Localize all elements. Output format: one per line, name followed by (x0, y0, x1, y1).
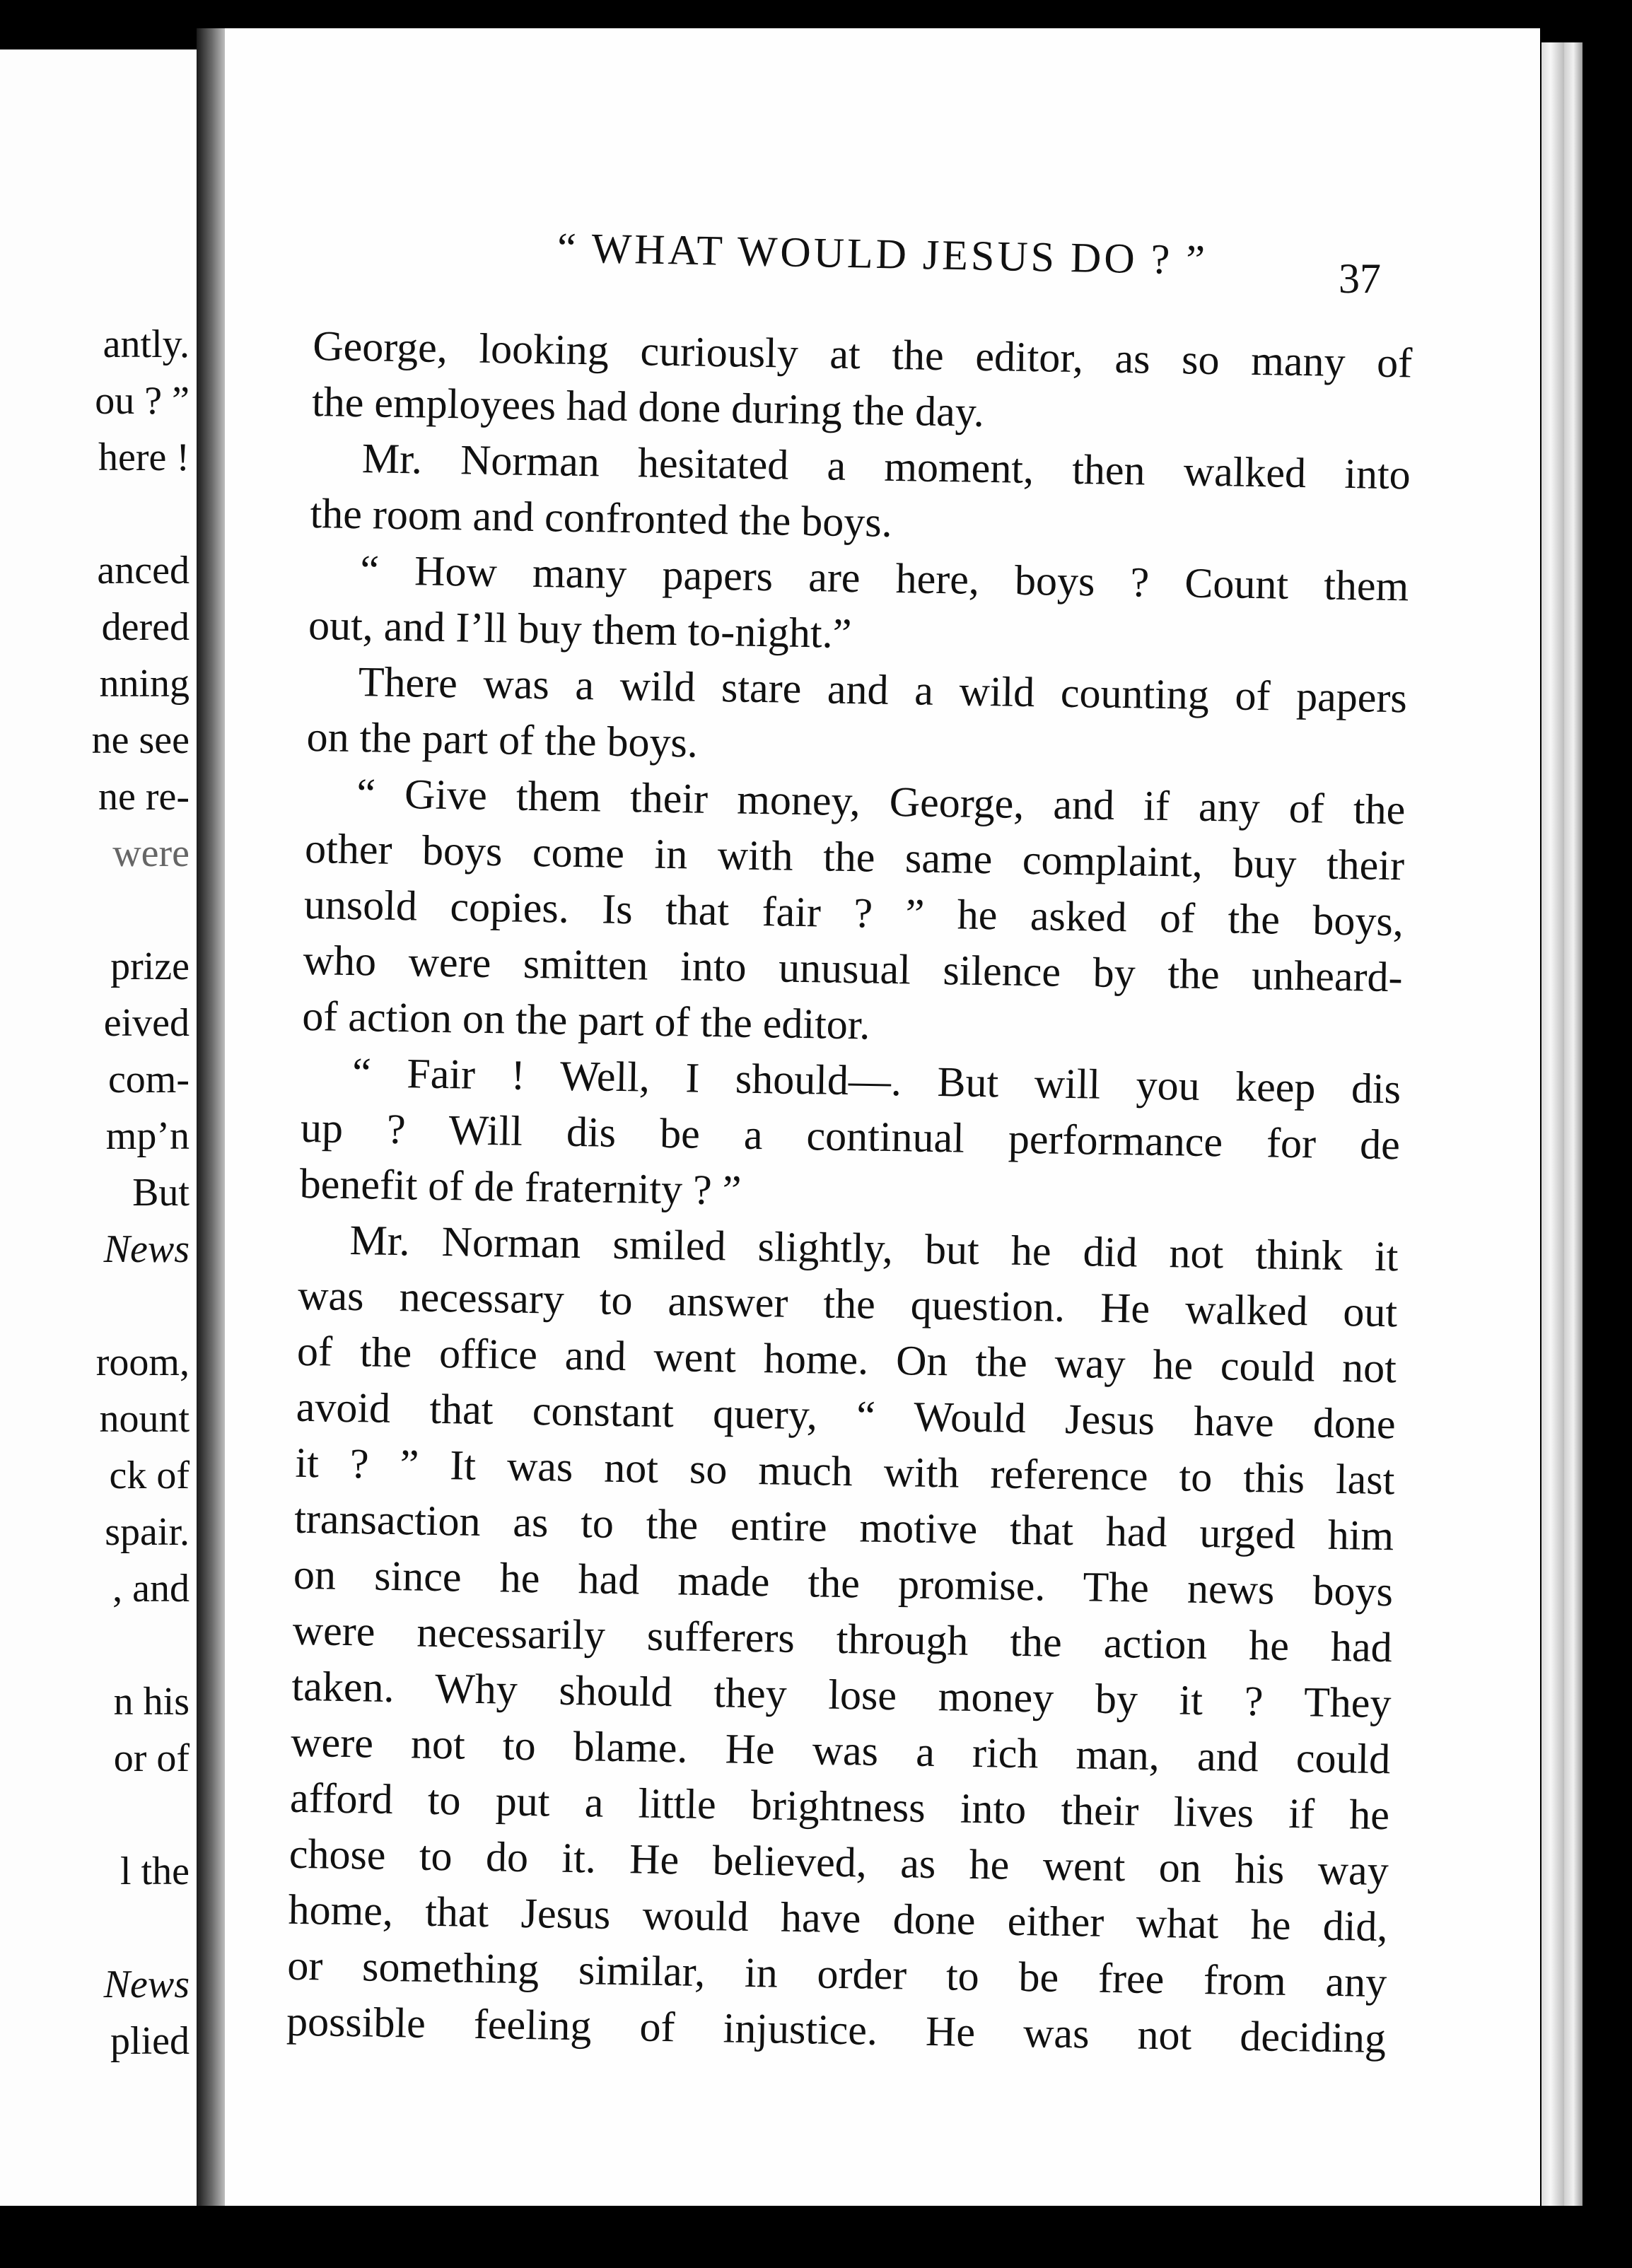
text-line: “ Give them their money, George, and if any of the (356, 770, 1406, 834)
text-line: up ? Will dis be a continual performance for de (300, 1104, 1401, 1169)
left-line: prize (110, 945, 190, 988)
body-text (286, 318, 1413, 2067)
text-line: out, and I’ll buy them to-night.” (308, 601, 852, 657)
text-line: of the office and went home. On the way he could not (296, 1327, 1397, 1392)
text-line: or something similar, in order to be free from any (286, 1941, 1387, 2006)
text-line: “ How many papers are here, boys ? Count them (359, 546, 1409, 610)
left-line: here ! (98, 436, 190, 479)
left-line: ne see (91, 718, 190, 762)
left-line: mp’n (105, 1114, 190, 1158)
left-line: or of (113, 1736, 190, 1780)
text-line: Mr. Norman hesitated a moment, then walked into (361, 435, 1411, 498)
right-page (225, 28, 1540, 2206)
text-line: taken. Why should they lose money by it ? They (291, 1662, 1392, 1727)
left-line: nount (99, 1397, 190, 1441)
left-line: ou ? ” (95, 379, 190, 423)
book-gutter (197, 28, 225, 2206)
text-line: “ Fair ! Well, I should—. But will you keep dis (351, 1049, 1401, 1113)
left-line: com- (107, 1058, 190, 1101)
text-line: unsold copies. Is that fair ? ” he asked of the boys, (303, 880, 1404, 945)
page-edge (1541, 42, 1564, 2206)
left-line: News (103, 1227, 190, 1271)
left-page-fragment (0, 49, 197, 2206)
left-line: , and (112, 1567, 190, 1611)
left-line: room, (95, 1340, 190, 1384)
left-line: ck of (109, 1454, 190, 1497)
left-line: were (112, 831, 190, 875)
text-line: George, looking curiously at the editor, as so many of (312, 322, 1413, 387)
left-line: News (103, 1963, 190, 2006)
left-line: l the (120, 1849, 190, 1893)
text-line: who were smitten into unusual silence by the unheard- (303, 936, 1404, 1001)
text-line: the employees had done during the day. (311, 378, 985, 436)
left-line: ne re- (98, 775, 190, 819)
text-line: chose to do it. He believed, as he went on his way (288, 1830, 1389, 1895)
text-line: it ? ” It was not so much with reference to this last (295, 1439, 1395, 1504)
left-line: But (132, 1171, 190, 1215)
left-line: anced (97, 549, 190, 592)
text-line: was necessary to answer the question. He walked out (297, 1271, 1398, 1336)
text-line: home, that Jesus would have done either what he did, (288, 1886, 1388, 1951)
text-line: were not to blame. He was a rich man, and could (290, 1718, 1391, 1783)
left-line: dered (101, 605, 190, 649)
page-edge (1564, 42, 1583, 2206)
text-line: other boys come in with the same complaint, buy their (304, 824, 1405, 889)
text-line: on the part of the boys. (306, 713, 699, 766)
text-line: transaction as to the entire motive that had urged him (293, 1495, 1394, 1560)
text-line: on since he had made the promise. The news boys (293, 1550, 1394, 1615)
left-line: eived (103, 1001, 190, 1045)
text-line: were necessarily sufferers through the action he had (292, 1606, 1393, 1671)
running-head: “ WHAT WOULD JESUS DO ? ” (556, 224, 1208, 284)
text-line: There was a wild stare and a wild counting of papers (358, 658, 1408, 722)
text-line: afford to put a little brightness into their lives if he (289, 1774, 1390, 1839)
left-line: n his (113, 1680, 190, 1724)
left-line: plied (110, 2019, 190, 2063)
text-line: avoid that constant query, “ Would Jesus have done (296, 1383, 1397, 1448)
text-line: Mr. Norman smiled slightly, but he did not think it (349, 1216, 1399, 1280)
left-line: nning (99, 662, 190, 706)
left-line: spair. (105, 1510, 190, 1554)
text-line: the room and confronted the boys. (310, 489, 893, 546)
page-number: 37 (1339, 255, 1381, 302)
text-line: of action on the part of the editor. (301, 992, 871, 1048)
left-line: antly. (103, 322, 190, 366)
text-line: benefit of de fraternity ? ” (299, 1159, 742, 1214)
text-line: possible feeling of injustice. He was not deciding (286, 1997, 1387, 2062)
